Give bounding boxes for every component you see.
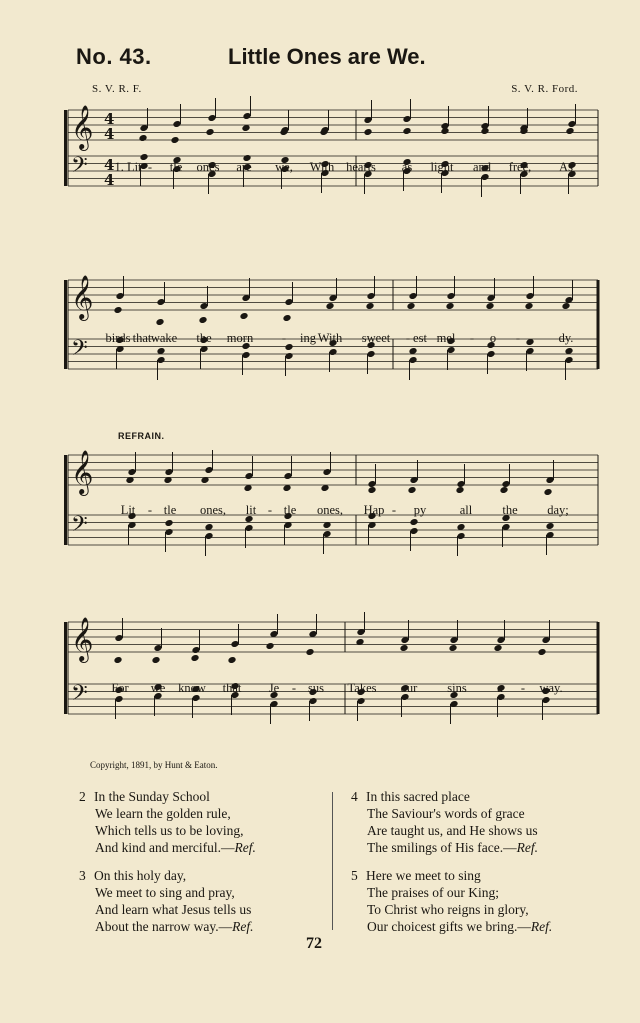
refrain-label: REFRAIN. — [118, 431, 165, 441]
note-head — [440, 127, 449, 135]
verse-3 — [74, 867, 256, 935]
lyric-syllable: For — [111, 681, 129, 695]
lyric-syllable: we, — [275, 160, 293, 174]
lyric-syllable: 1. Lit — [114, 160, 142, 174]
lyric-syllable: a — [497, 681, 503, 695]
verse-line: About the narrow way.— — [95, 919, 233, 934]
note-head — [227, 656, 236, 664]
note-head — [543, 488, 552, 496]
verse-line: On this holy day, — [94, 868, 187, 883]
lyric-syllable: wake — [150, 331, 178, 345]
lyric-syllable: all — [459, 503, 473, 517]
note-head — [455, 486, 464, 494]
lyric-syllable: tle — [283, 503, 297, 517]
refrain-marker: Ref. — [232, 919, 254, 934]
lyric-syllable: that — [222, 681, 242, 695]
verse-line: In the Sunday School — [94, 789, 210, 804]
note-head — [113, 656, 122, 664]
lyric-syllable: day; — [547, 503, 569, 517]
verse-4 — [346, 788, 552, 856]
system-brace-bar — [64, 622, 67, 714]
time-signature-digit: 4 — [104, 171, 115, 189]
note-head — [480, 127, 489, 135]
lyric-syllable: light — [430, 160, 454, 174]
lyric-syllable: As — [559, 160, 573, 174]
verse-line: In this sacred place — [366, 789, 470, 804]
treble-clef-icon: 𝄞 — [71, 105, 94, 149]
lyric-syllable: the — [196, 331, 212, 345]
lyric-syllable: - — [281, 331, 287, 345]
lyric-syllable: the — [502, 503, 518, 517]
note-head — [113, 306, 122, 314]
lyric-syllable: ones — [196, 160, 220, 174]
bass-clef-icon: 𝄢 — [71, 336, 88, 366]
note-head — [448, 644, 457, 652]
note-head — [190, 654, 199, 662]
lyric-syllable: - — [520, 681, 526, 695]
lyric-syllable: as — [401, 160, 413, 174]
note-head — [239, 312, 248, 320]
note-head — [445, 302, 454, 310]
lyric-syllable: - — [515, 331, 521, 345]
verse-line: We meet to sing and pray, — [95, 885, 235, 900]
system-brace-bar — [64, 280, 67, 369]
note-head — [138, 134, 147, 142]
verse-number: 5 — [351, 868, 358, 883]
lyric-syllable: our — [400, 681, 418, 695]
hymn-number: No. 43. — [76, 44, 152, 69]
time-signature-digit: 4 — [104, 110, 115, 128]
lyric-syllable: Takes — [347, 681, 377, 695]
lyric-syllable: - — [147, 160, 153, 174]
treble-clef-icon: 𝄞 — [71, 617, 94, 661]
column-divider — [332, 792, 333, 930]
lyric-syllable: tle — [163, 503, 177, 517]
note-head — [545, 522, 554, 530]
lyric-syllable: are — [236, 160, 252, 174]
lyric-syllable: tle — [169, 160, 183, 174]
hymn-title: Little Ones are We. — [228, 44, 426, 69]
lyric-syllable: Lit — [120, 503, 136, 517]
verse-line: And kind and merciful.— — [95, 840, 235, 855]
verse-line: The praises of our King; — [367, 885, 499, 900]
verses-left-column — [74, 788, 256, 946]
lyric-syllable: - — [405, 331, 411, 345]
note-head — [409, 518, 418, 526]
time-signature-digit: 4 — [104, 156, 115, 174]
lyric-syllable: free, — [508, 160, 532, 174]
verse-2 — [74, 788, 256, 856]
lyric-syllable: With — [317, 331, 343, 345]
treble-clef-icon: 𝄞 — [71, 275, 94, 319]
lyric-syllable: With — [309, 160, 335, 174]
lyric-syllable: py — [413, 503, 427, 517]
lyric-syllable: hearts — [346, 160, 376, 174]
lyric-syllable: - — [291, 681, 297, 695]
verse-number: 3 — [79, 868, 86, 883]
note-head — [493, 644, 502, 652]
lyric-syllable: we — [150, 681, 166, 695]
system-brace-bar — [64, 455, 67, 545]
lyric-syllable: sins — [447, 681, 467, 695]
note-head — [524, 302, 533, 310]
verse-line: And learn what Jesus tells us — [95, 902, 252, 917]
verse-line: Which tells us to be loving, — [95, 823, 244, 838]
lyric-syllable: lit — [245, 503, 257, 517]
treble-clef-icon: 𝄞 — [71, 450, 94, 494]
note-head — [399, 644, 408, 652]
note-head — [365, 302, 374, 310]
lyric-syllable: ing — [300, 331, 316, 345]
lyric-syllable: sus — [308, 681, 324, 695]
lyric-syllable: way. — [539, 681, 563, 695]
lyric-syllable: - — [391, 503, 397, 517]
verse-line: Are taught us, and He shows us — [367, 823, 538, 838]
note-head — [499, 486, 508, 494]
bass-clef-icon: 𝄢 — [71, 512, 88, 542]
lyric-syllable: est — [413, 331, 427, 345]
composer-credit: S. V. R. Ford. — [511, 83, 578, 95]
refrain-marker: Ref. — [516, 840, 538, 855]
lyric-syllable: ones, — [199, 503, 227, 517]
note-head — [485, 302, 494, 310]
lyric-syllable: - — [267, 503, 273, 517]
verses-right-column — [346, 788, 552, 946]
bass-clef-icon: 𝄢 — [71, 681, 88, 711]
copyright-notice: Copyright, 1891, by Hunt & Eaton. — [90, 760, 218, 770]
note-head — [282, 314, 291, 322]
verse-line: The Saviour's words of grace — [367, 806, 525, 821]
note-head — [325, 302, 334, 310]
note-head — [402, 127, 411, 135]
note-head — [537, 648, 546, 656]
verse-number: 4 — [351, 789, 358, 804]
lyric-syllable: know — [178, 681, 206, 695]
note-head — [406, 302, 415, 310]
note-head — [170, 136, 179, 144]
note-head — [205, 128, 214, 136]
lyric-syllable: morn — [226, 331, 254, 345]
lyric-syllable: sweet — [361, 331, 391, 345]
verse-line: We learn the golden rule, — [95, 806, 231, 821]
note-head — [565, 127, 574, 135]
note-head — [407, 486, 416, 494]
note-head — [198, 316, 207, 324]
note-head — [265, 642, 274, 650]
lyric-syllable: dy. — [558, 331, 574, 345]
lyric-syllable: Je — [268, 681, 280, 695]
note-head — [155, 318, 164, 326]
lyric-syllable: that — [132, 331, 152, 345]
verse-line: The smilings of His face.— — [367, 840, 517, 855]
lyric-syllable: mel — [436, 331, 456, 345]
time-signature-digit: 4 — [104, 125, 115, 143]
lyric-syllable: Hap — [363, 503, 385, 517]
refrain-marker: Ref. — [234, 840, 256, 855]
lyricist-credit: S. V. R. F. — [92, 83, 142, 95]
lyric-syllable: and — [472, 160, 492, 174]
verse-line: Here we meet to sing — [366, 868, 481, 883]
bass-clef-icon: 𝄢 — [71, 153, 88, 183]
verse-number: 2 — [79, 789, 86, 804]
note-head — [305, 648, 314, 656]
refrain-marker: Ref. — [530, 919, 553, 934]
lyric-syllable: ones, — [316, 503, 344, 517]
verse-line: Our choicest gifts we bring.— — [367, 919, 531, 934]
lyric-syllable: - — [147, 503, 153, 517]
note-head — [164, 519, 173, 527]
note-head — [363, 128, 372, 136]
lyric-syllable: birds — [105, 331, 131, 345]
lyric-syllable: - — [469, 331, 475, 345]
note-head — [561, 302, 570, 310]
note-head — [367, 486, 376, 494]
page-number: 72 — [306, 935, 322, 952]
lyric-syllable: o — [489, 331, 497, 345]
system-brace-bar — [64, 110, 67, 186]
verse-5 — [346, 867, 552, 935]
verse-line: To Christ who reigns in glory, — [367, 902, 529, 917]
note-head — [151, 656, 160, 664]
